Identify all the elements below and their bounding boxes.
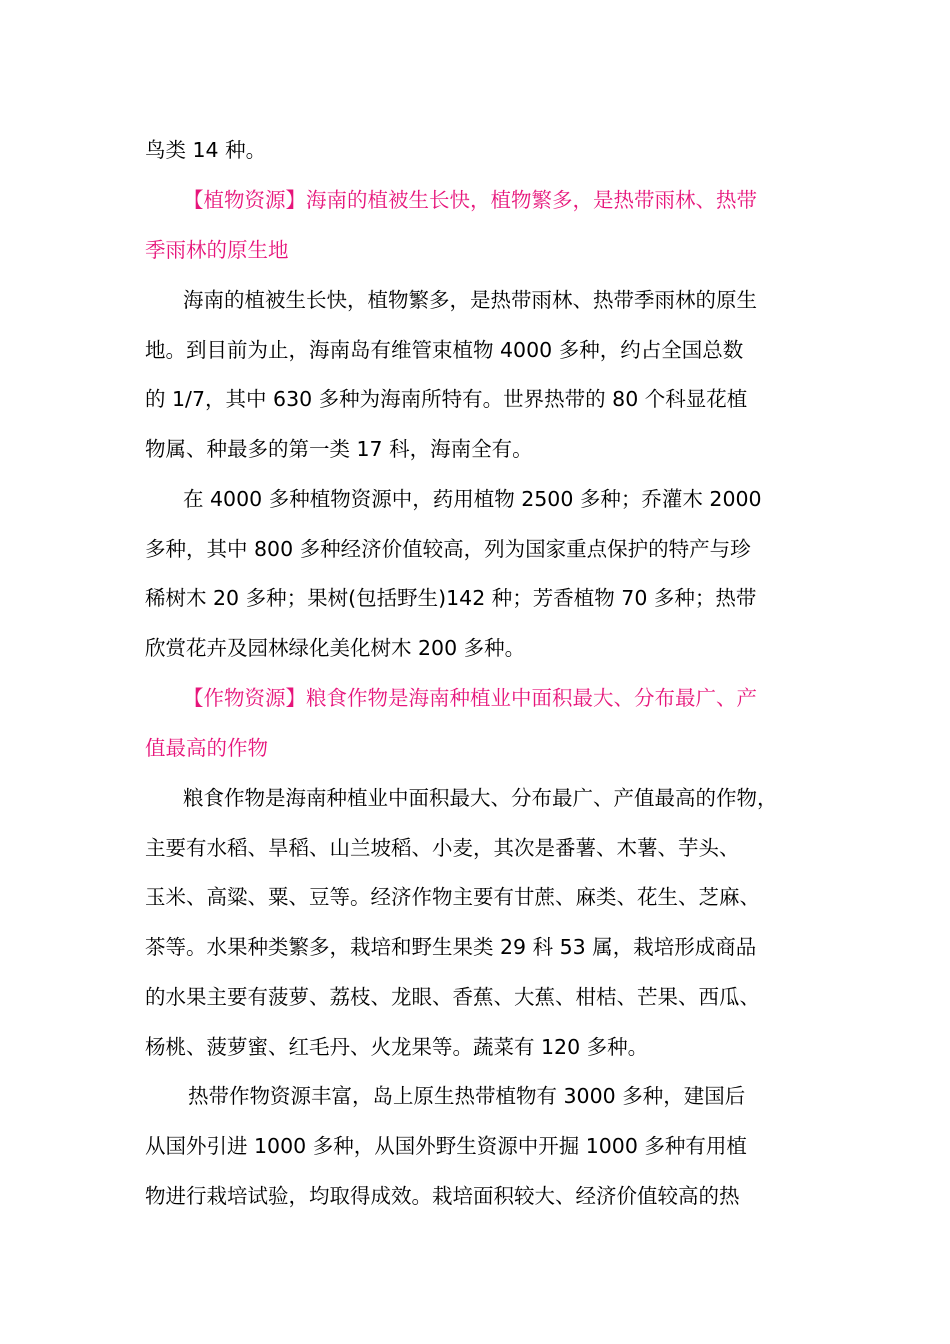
paragraph-line: 物进行栽培试验，均取得成效。栽培面积较大、经济价值较高的热 xyxy=(145,1184,740,1208)
paragraph-line: 海南的植被生长快，植物繁多，是热带雨林、热带季雨林的原生 xyxy=(183,288,757,312)
paragraph-line: 稀树木 20 多种；果树(包括野生)142 种；芳香植物 70 多种；热带 xyxy=(145,586,757,610)
paragraph-line: 热带作物资源丰富，岛上原生热带植物有 3000 多种，建国后 xyxy=(188,1084,746,1108)
section-heading-crop-resources-cont: 值最高的作物 xyxy=(145,736,268,760)
paragraph-line: 物属、种最多的第一类 17 科，海南全有。 xyxy=(145,437,533,461)
paragraph-line: 地。到目前为止，海南岛有维管束植物 4000 多种，约占全国总数 xyxy=(145,338,744,362)
section-heading-plant-resources: 【植物资源】海南的植被生长快，植物繁多，是热带雨林、热带 xyxy=(183,188,757,212)
paragraph-line: 主要有水稻、旱稻、山兰坡稻、小麦，其次是番薯、木薯、芋头、 xyxy=(145,836,740,860)
paragraph-line: 欣赏花卉及园林绿化美化树木 200 多种。 xyxy=(145,636,526,660)
paragraph-line: 从国外引进 1000 多种，从国外野生资源中开掘 1000 多种有用植 xyxy=(145,1134,747,1158)
section-heading-crop-resources: 【作物资源】粮食作物是海南种植业中面积最大、分布最广、产 xyxy=(183,686,757,710)
paragraph-line: 粮食作物是海南种植业中面积最大、分布最广、产值最高的作物， xyxy=(183,786,778,810)
paragraph-line: 杨桃、菠萝蜜、红毛丹、火龙果等。蔬菜有 120 多种。 xyxy=(145,1035,649,1059)
paragraph-line: 的 1/7，其中 630 多种为海南所特有。世界热带的 80 个科显花植 xyxy=(145,387,748,411)
text-line: 鸟类 14 种。 xyxy=(145,138,267,162)
paragraph-line: 玉米、高粱、粟、豆等。经济作物主要有甘蔗、麻类、花生、芝麻、 xyxy=(145,885,760,909)
paragraph-line: 在 4000 多种植物资源中，药用植物 2500 多种；乔灌木 2000 xyxy=(183,487,762,511)
paragraph-line: 茶等。水果种类繁多，栽培和野生果类 29 科 53 属，栽培形成商品 xyxy=(145,935,757,959)
section-heading-plant-resources-cont: 季雨林的原生地 xyxy=(145,238,289,262)
paragraph-line: 的水果主要有菠萝、荔枝、龙眼、香蕉、大蕉、柑桔、芒果、西瓜、 xyxy=(145,985,760,1009)
paragraph-line: 多种，其中 800 多种经济价值较高，列为国家重点保护的特产与珍 xyxy=(145,537,751,561)
